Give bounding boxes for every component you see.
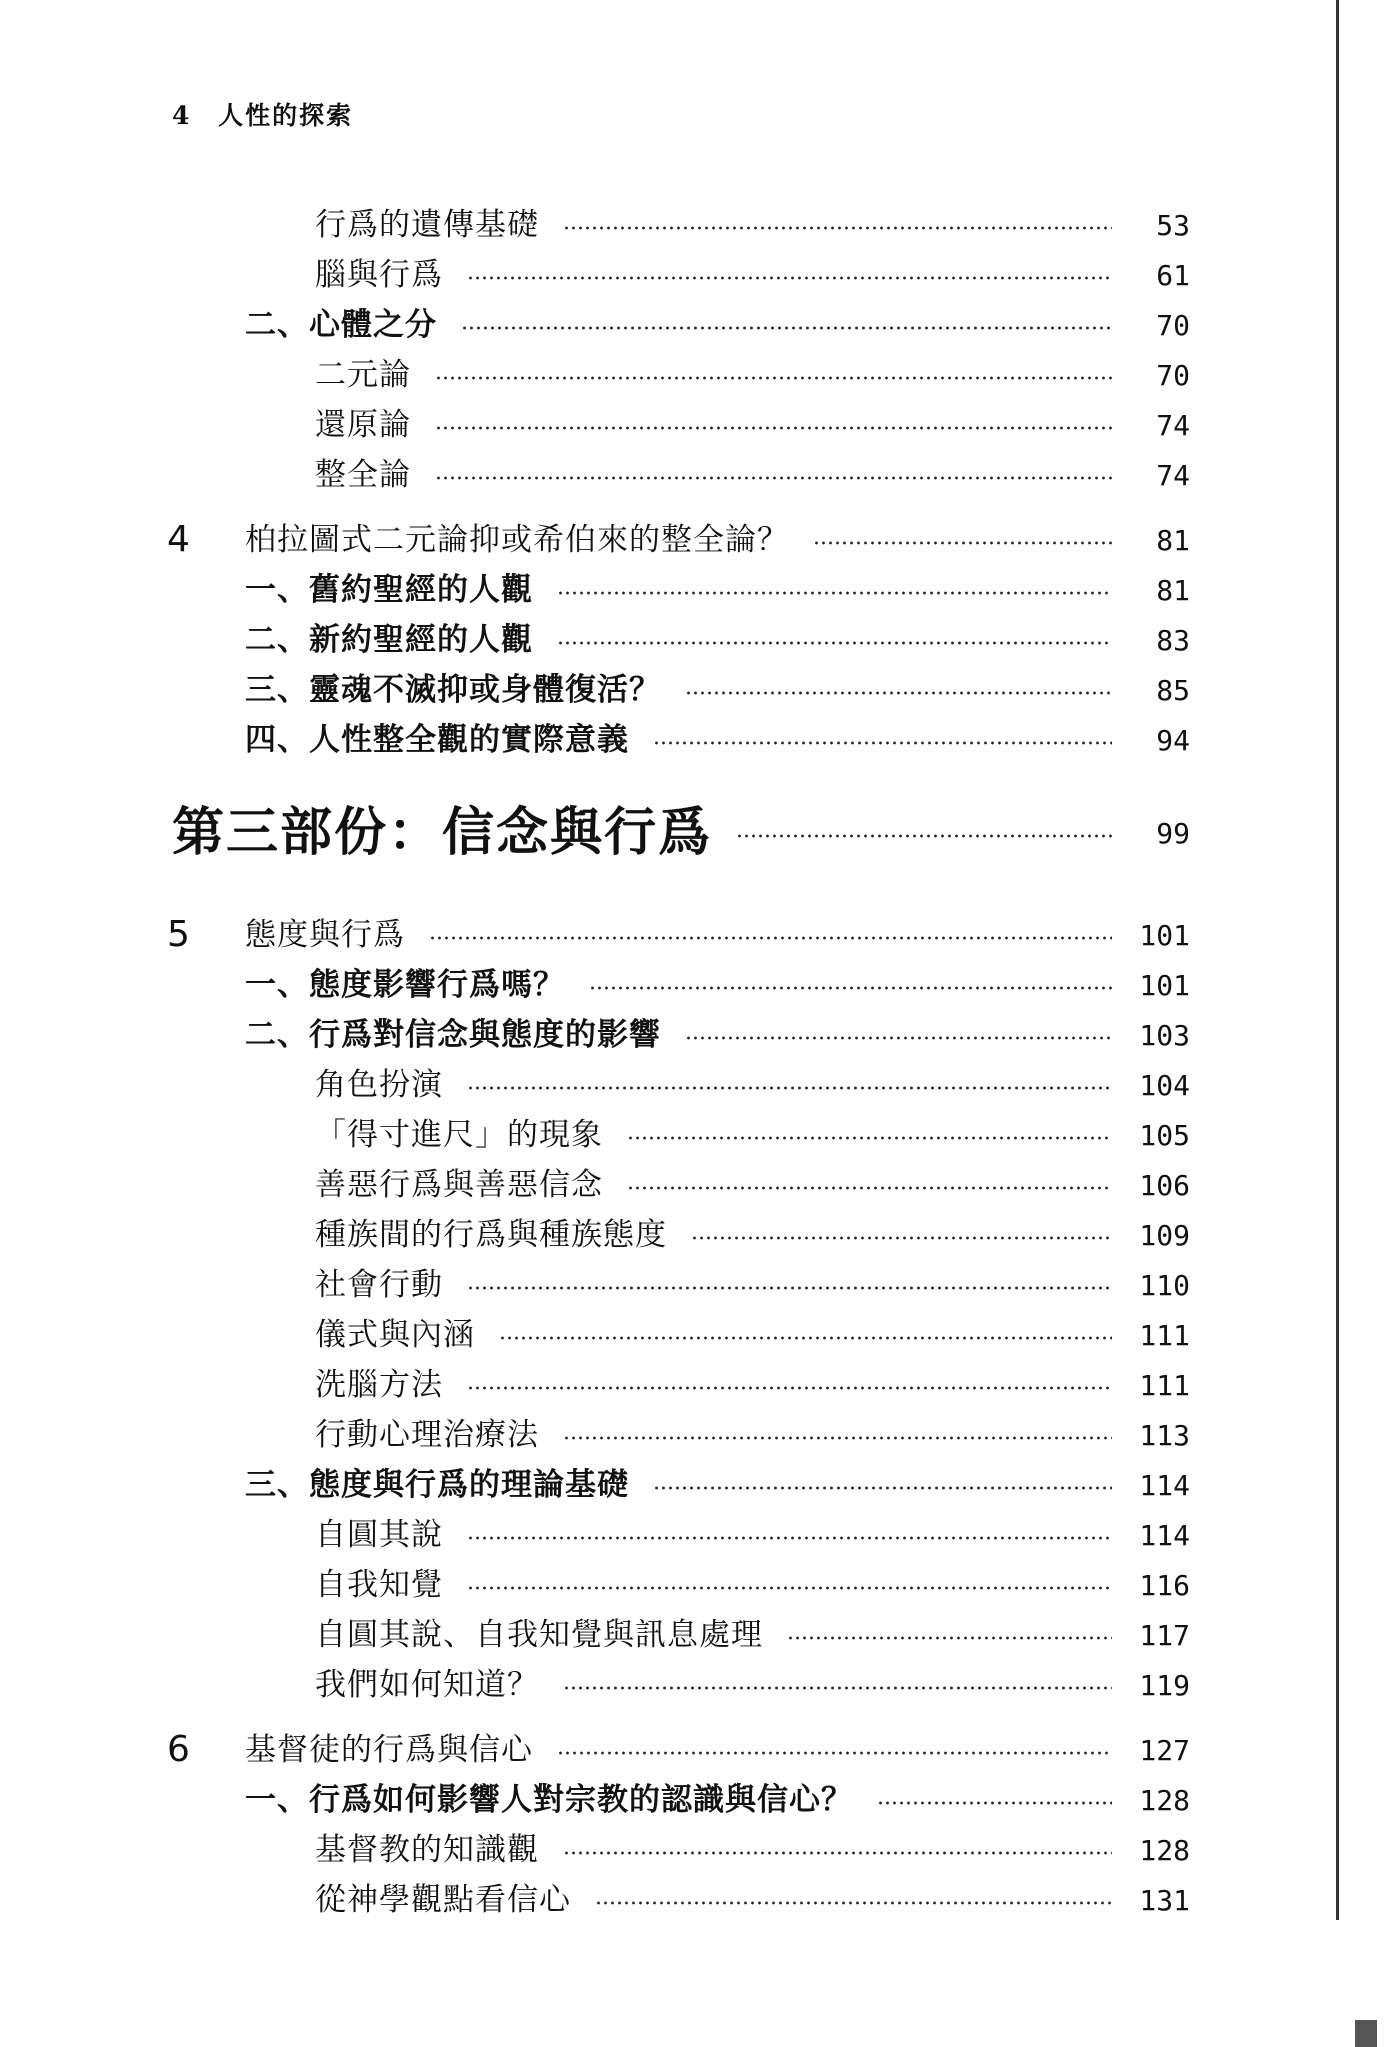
toc-page-number: 116: [1139, 1568, 1190, 1602]
scan-corner-mark: [1355, 2020, 1377, 2047]
toc-title: 善惡行爲與善惡信念: [315, 1167, 603, 1203]
toc-title: 自我知覺: [315, 1567, 443, 1603]
toc-dot-leader: [787, 1636, 1112, 1640]
toc-title: 基督教的知識觀: [315, 1832, 539, 1868]
toc-dot-leader: [557, 591, 1112, 595]
toc-dot-leader: [877, 1801, 1112, 1805]
toc-entry: [0, 1014, 1190, 1056]
toc-title: 腦與行爲: [315, 257, 443, 293]
running-header: [172, 96, 353, 132]
toc-dot-leader: [467, 1536, 1112, 1540]
toc-dot-leader: [736, 834, 1112, 838]
toc-page-number: 101: [1139, 968, 1190, 1002]
toc-title: 第三部份：信念與行爲: [172, 803, 713, 863]
toc-page-number: 74: [1156, 458, 1190, 492]
page-edge-line: [1336, 0, 1339, 1920]
toc-page-number: 81: [1156, 523, 1190, 557]
toc-page-number: 127: [1139, 1733, 1190, 1767]
toc-title: 二、新約聖經的人觀: [245, 622, 533, 658]
toc-page-number: 61: [1156, 258, 1190, 292]
toc-dot-leader: [589, 986, 1112, 990]
toc-page-number: 111: [1139, 1368, 1190, 1402]
toc-page-number: 114: [1139, 1468, 1190, 1502]
toc-chapter: [0, 914, 1190, 956]
toc-entry: [0, 569, 1190, 611]
toc-title: 行爲的遺傳基礎: [315, 207, 539, 243]
toc-dot-leader: [435, 376, 1112, 380]
toc-title: 行動心理治療法: [315, 1417, 539, 1453]
toc-entry: [0, 454, 1190, 496]
toc-title: 一、舊約聖經的人觀: [245, 572, 533, 608]
toc-title: 基督徒的行爲與信心: [245, 1732, 533, 1768]
toc-title: 二、心體之分: [245, 307, 437, 343]
toc-entry: [0, 1214, 1190, 1256]
toc-dot-leader: [653, 741, 1112, 745]
toc-title: 種族間的行爲與種族態度: [315, 1217, 667, 1253]
toc-entry: [0, 719, 1190, 761]
toc-title: 自圓其說、自我知覺與訊息處理: [315, 1617, 763, 1653]
toc-dot-leader: [461, 326, 1112, 330]
toc-page-number: 70: [1156, 358, 1190, 392]
toc-dot-leader: [467, 1086, 1112, 1090]
toc-dot-leader: [563, 1851, 1112, 1855]
toc-dot-leader: [499, 1336, 1112, 1340]
toc-dot-leader: [685, 1036, 1112, 1040]
toc-dot-leader: [685, 691, 1112, 695]
toc-entry: [0, 1414, 1190, 1456]
toc-title: 一、行爲如何影響人對宗教的認識與信心？: [245, 1782, 853, 1818]
toc-entry: [0, 1164, 1190, 1206]
toc-title: 角色扮演: [315, 1067, 443, 1103]
toc-entry: [0, 354, 1190, 396]
toc-page-number: 117: [1139, 1618, 1190, 1652]
toc-entry: [0, 404, 1190, 446]
toc-entry: [0, 1779, 1190, 1821]
toc-entry: [0, 1064, 1190, 1106]
toc-page-number: 128: [1139, 1783, 1190, 1817]
toc-title: 三、態度與行爲的理論基礎: [245, 1467, 629, 1503]
toc-title: 四、人性整全觀的實際意義: [245, 722, 629, 758]
toc-dot-leader: [691, 1236, 1112, 1240]
toc-page-number: 119: [1139, 1668, 1190, 1702]
toc-page-number: 104: [1139, 1068, 1190, 1102]
toc-dot-leader: [595, 1901, 1112, 1905]
toc-title: 二、行爲對信念與態度的影響: [245, 1017, 661, 1053]
toc-entry: [0, 1564, 1190, 1606]
toc-entry: [0, 1264, 1190, 1306]
toc-page-number: 114: [1139, 1518, 1190, 1552]
toc-entry: [0, 1314, 1190, 1356]
toc-page-number: 101: [1139, 918, 1190, 952]
toc-page-number: 109: [1139, 1218, 1190, 1252]
header-page-number: 4: [172, 101, 192, 130]
toc-title: 柏拉圖式二元論抑或希伯來的整全論？: [245, 522, 789, 558]
toc-dot-leader: [435, 476, 1112, 480]
toc-dot-leader: [429, 936, 1112, 940]
toc-title: 我們如何知道？: [315, 1667, 539, 1703]
toc-chapter-number: 4: [167, 519, 190, 560]
toc-title: 二元論: [315, 357, 411, 393]
toc-page-number: 81: [1156, 573, 1190, 607]
toc-page-number: 105: [1139, 1118, 1190, 1152]
toc-title: 自圓其說: [315, 1517, 443, 1553]
toc-title: 洗腦方法: [315, 1367, 443, 1403]
toc-dot-leader: [563, 1686, 1112, 1690]
toc-chapter: [0, 1729, 1190, 1771]
toc-page-number: 70: [1156, 308, 1190, 342]
toc-dot-leader: [653, 1486, 1112, 1490]
toc-entry: [0, 204, 1190, 246]
toc-dot-leader: [467, 276, 1112, 280]
toc-page-number: 103: [1139, 1018, 1190, 1052]
toc-chapter-number: 5: [167, 914, 190, 955]
toc-entry: [0, 1114, 1190, 1156]
toc-entry: [0, 304, 1190, 346]
toc-dot-leader: [627, 1186, 1112, 1190]
toc-dot-leader: [467, 1586, 1112, 1590]
toc-page-number: 110: [1139, 1268, 1190, 1302]
toc-entry: [0, 619, 1190, 661]
toc-page-number: 85: [1156, 673, 1190, 707]
toc-title: 三、靈魂不滅抑或身體復活？: [245, 672, 661, 708]
toc-page-number: 99: [1156, 816, 1190, 850]
toc-entry: [0, 1364, 1190, 1406]
toc-page-number: 74: [1156, 408, 1190, 442]
toc-page-number: 113: [1139, 1418, 1190, 1452]
toc-page-number: 106: [1139, 1168, 1190, 1202]
toc-page-number: 131: [1139, 1883, 1190, 1917]
toc-title: 儀式與內涵: [315, 1317, 475, 1353]
toc-dot-leader: [435, 426, 1112, 430]
toc-page-number: 128: [1139, 1833, 1190, 1867]
toc-page-number: 94: [1156, 723, 1190, 757]
toc-chapter-number: 6: [167, 1729, 190, 1770]
toc-title: 「得寸進尺」的現象: [315, 1117, 603, 1153]
toc-entry: [0, 1464, 1190, 1506]
toc-dot-leader: [467, 1286, 1112, 1290]
toc-dot-leader: [563, 226, 1112, 230]
toc-page-number: 83: [1156, 623, 1190, 657]
toc-entry: [0, 1664, 1190, 1706]
toc-dot-leader: [563, 1436, 1112, 1440]
toc-dot-leader: [467, 1386, 1112, 1390]
header-book-title: 人性的探索: [218, 101, 354, 130]
toc-entry: [0, 964, 1190, 1006]
toc-dot-leader: [627, 1136, 1112, 1140]
toc-dot-leader: [557, 641, 1112, 645]
toc-title: 整全論: [315, 457, 411, 493]
toc-title: 還原論: [315, 407, 411, 443]
toc-page-number: 53: [1156, 208, 1190, 242]
toc-title: 態度與行爲: [245, 917, 405, 953]
toc-page-number: 111: [1139, 1318, 1190, 1352]
toc-title: 一、態度影響行爲嗎？: [245, 967, 565, 1003]
toc-title: 從神學觀點看信心: [315, 1882, 571, 1918]
toc-chapter: [0, 519, 1190, 561]
toc-part-heading: [0, 798, 1190, 868]
toc-entry: [0, 669, 1190, 711]
toc-dot-leader: [813, 541, 1112, 545]
toc-entry: [0, 254, 1190, 296]
toc-entry: [0, 1879, 1190, 1921]
toc-title: 社會行動: [315, 1267, 443, 1303]
toc-entry: [0, 1614, 1190, 1656]
toc-dot-leader: [557, 1751, 1112, 1755]
toc-entry: [0, 1829, 1190, 1871]
toc-entry: [0, 1514, 1190, 1556]
